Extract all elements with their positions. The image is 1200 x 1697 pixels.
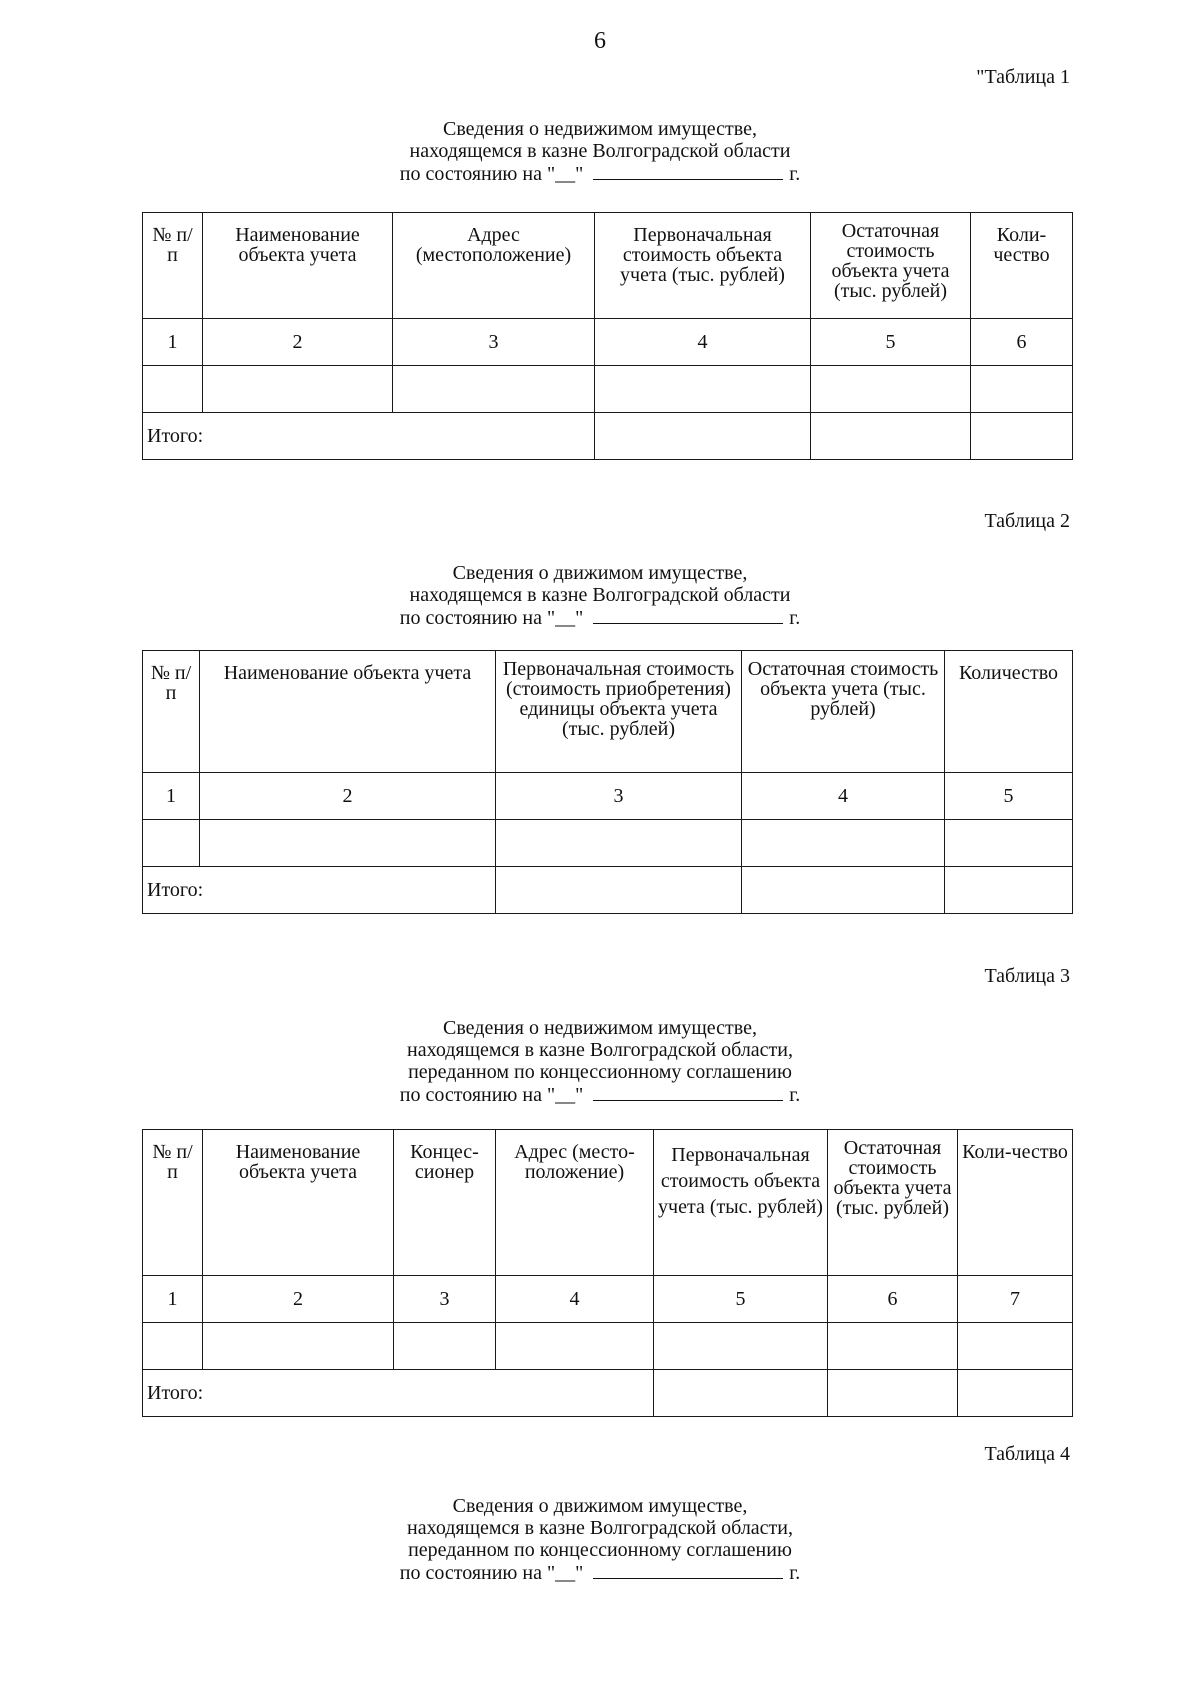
empty-cell xyxy=(394,1323,496,1370)
caption-line: Сведения о движимом имуществе, xyxy=(452,562,748,584)
total-cell xyxy=(828,1370,958,1417)
date-year-suffix: г. xyxy=(789,163,801,185)
header-cell: Наименование объекта учета xyxy=(200,651,496,773)
date-year-suffix: г. xyxy=(789,607,801,629)
caption-date-prefix: по состоянию на "__" xyxy=(399,607,584,629)
total-cell xyxy=(496,867,742,914)
total-cell xyxy=(945,867,1073,914)
table-1-label: "Таблица 1 xyxy=(976,66,1070,88)
caption-date-line xyxy=(0,606,1200,629)
caption-line: переданном по концессионному соглашению xyxy=(408,1061,792,1083)
empty-cell xyxy=(945,820,1073,867)
total-row xyxy=(143,867,1073,914)
empty-cell xyxy=(203,366,393,413)
empty-cell xyxy=(971,366,1073,413)
empty-data-row xyxy=(143,820,1073,867)
page-number: 6 xyxy=(594,28,606,54)
column-number: 3 xyxy=(496,773,742,820)
total-label: Итого: xyxy=(143,1370,654,1417)
header-cell: № п/п xyxy=(143,651,200,773)
total-row xyxy=(143,1370,1073,1417)
caption-date-line xyxy=(0,162,1200,185)
column-number: 4 xyxy=(595,319,811,366)
date-blank-line xyxy=(593,162,783,180)
column-number: 2 xyxy=(203,1276,394,1323)
date-blank-line xyxy=(593,1561,783,1579)
total-cell xyxy=(958,1370,1073,1417)
empty-cell xyxy=(143,1323,203,1370)
column-number: 5 xyxy=(945,773,1073,820)
empty-data-row xyxy=(143,1323,1073,1370)
column-number: 2 xyxy=(203,319,393,366)
column-number: 1 xyxy=(143,773,200,820)
empty-cell xyxy=(200,820,496,867)
header-cell: Первоначальная стоимость объекта учета (тыс. рублей) xyxy=(595,213,811,319)
date-blank-line xyxy=(593,606,783,624)
total-label: Итого: xyxy=(143,867,496,914)
caption-line: Сведения о недвижимом имуществе, xyxy=(443,118,757,140)
header-cell: Остаточная стоимость объекта учета (тыс. рублей) xyxy=(828,1130,958,1276)
header-cell: Количество xyxy=(945,651,1073,773)
header-cell: № п/п xyxy=(143,213,203,319)
caption-date-prefix: по состоянию на "__" xyxy=(399,1084,584,1106)
empty-cell xyxy=(654,1323,828,1370)
column-number: 2 xyxy=(200,773,496,820)
header-cell: Наименование объекта учета xyxy=(203,213,393,319)
table-1-caption xyxy=(0,118,1200,185)
column-number: 1 xyxy=(143,319,203,366)
header-cell: Концес-сионер xyxy=(394,1130,496,1276)
caption-line: находящемся в казне Волгоградской области xyxy=(409,584,791,606)
date-year-suffix: г. xyxy=(789,1084,801,1106)
total-label: Итого: xyxy=(143,413,595,460)
total-cell xyxy=(742,867,945,914)
empty-cell xyxy=(958,1323,1073,1370)
table-3-caption xyxy=(0,1017,1200,1106)
caption-date-prefix: по состоянию на "__" xyxy=(399,1562,584,1584)
table-3-label: Таблица 3 xyxy=(984,965,1070,987)
column-number: 4 xyxy=(496,1276,654,1323)
caption-line: Сведения о движимом имуществе, xyxy=(452,1495,748,1517)
table-3 xyxy=(142,1129,1073,1417)
column-number: 5 xyxy=(811,319,971,366)
header-cell: Адрес (место-положение) xyxy=(496,1130,654,1276)
caption-date-line xyxy=(0,1083,1200,1106)
empty-cell xyxy=(811,366,971,413)
total-cell xyxy=(971,413,1073,460)
table-2-caption xyxy=(0,562,1200,629)
empty-cell xyxy=(742,820,945,867)
total-row xyxy=(143,413,1073,460)
header-cell: Коли-чество xyxy=(971,213,1073,319)
caption-date-line xyxy=(0,1561,1200,1584)
column-number: 3 xyxy=(394,1276,496,1323)
table-4-caption xyxy=(0,1495,1200,1584)
caption-line: находящемся в казне Волгоградской области, xyxy=(407,1517,793,1539)
column-number: 5 xyxy=(654,1276,828,1323)
total-cell xyxy=(654,1370,828,1417)
column-number: 7 xyxy=(958,1276,1073,1323)
column-number: 3 xyxy=(393,319,595,366)
empty-cell xyxy=(496,1323,654,1370)
table-2 xyxy=(142,650,1073,914)
empty-cell xyxy=(203,1323,394,1370)
column-number: 4 xyxy=(742,773,945,820)
date-year-suffix: г. xyxy=(789,1562,801,1584)
header-cell: Адрес (местоположение) xyxy=(393,213,595,319)
empty-cell xyxy=(496,820,742,867)
caption-date-prefix: по состоянию на "__" xyxy=(399,163,584,185)
header-cell: Остаточная стоимость объекта учета (тыс. рублей) xyxy=(811,213,971,319)
table-1 xyxy=(142,212,1073,460)
empty-data-row xyxy=(143,366,1073,413)
total-cell xyxy=(811,413,971,460)
header-cell: Коли-чество xyxy=(958,1130,1073,1276)
header-cell: Первоначальная стоимость (стоимость приобретения) единицы объекта учета (тыс. рублей) xyxy=(496,651,742,773)
caption-line: переданном по концессионному соглашению xyxy=(408,1539,792,1561)
empty-cell xyxy=(828,1323,958,1370)
empty-cell xyxy=(143,820,200,867)
table-4-label: Таблица 4 xyxy=(984,1443,1070,1465)
caption-line: находящемся в казне Волгоградской области, xyxy=(407,1039,793,1061)
date-blank-line xyxy=(593,1083,783,1101)
caption-line: находящемся в казне Волгоградской области xyxy=(409,140,791,162)
header-cell: № п/п xyxy=(143,1130,203,1276)
header-cell: Первоначальная стоимость объекта учета (тыс. рублей) xyxy=(654,1130,828,1276)
caption-line: Сведения о недвижимом имуществе, xyxy=(443,1017,757,1039)
empty-cell xyxy=(393,366,595,413)
total-cell xyxy=(595,413,811,460)
header-cell: Остаточная стоимость объекта учета (тыс. рублей) xyxy=(742,651,945,773)
column-number: 1 xyxy=(143,1276,203,1323)
empty-cell xyxy=(143,366,203,413)
header-cell: Наименование объекта учета xyxy=(203,1130,394,1276)
column-number: 6 xyxy=(828,1276,958,1323)
table-2-label: Таблица 2 xyxy=(984,510,1070,532)
column-number: 6 xyxy=(971,319,1073,366)
empty-cell xyxy=(595,366,811,413)
